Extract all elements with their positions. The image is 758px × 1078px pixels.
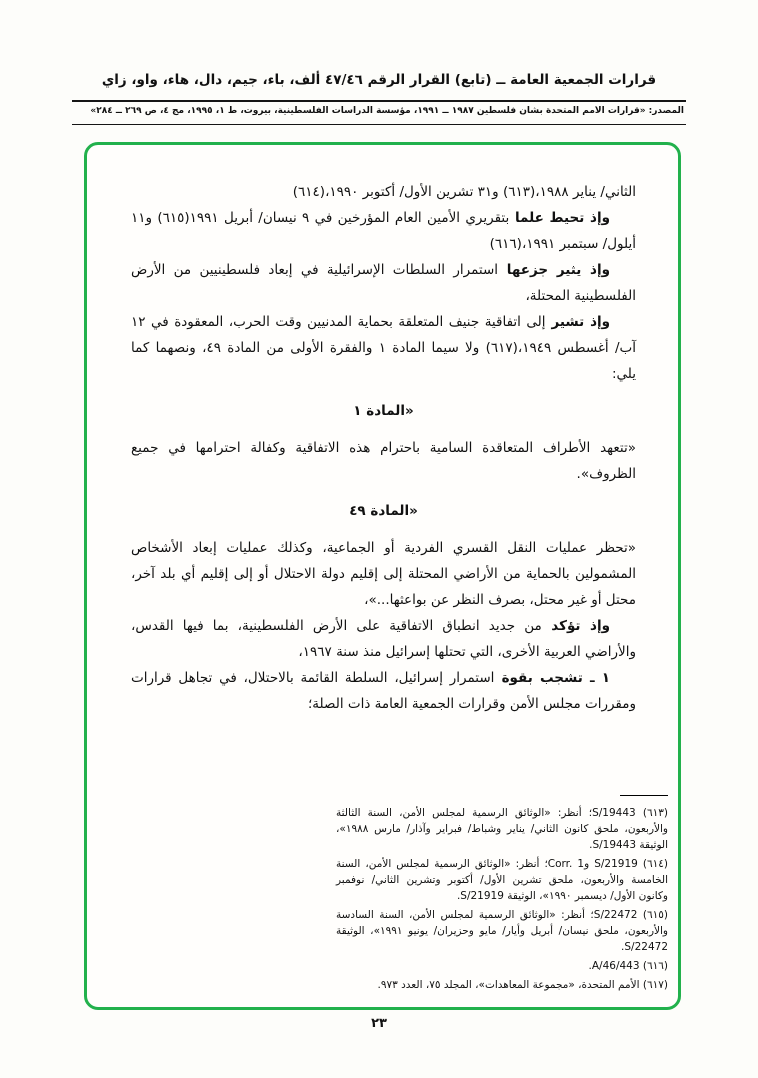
header-rule-bottom <box>72 124 686 125</box>
paragraph: وإذ تؤكد من جديد انطباق الاتفاقية على الأرض الفلسطينية، بما فيها القدس، والأراضي العربية الأخرى، التي تحتلها إسرائيل منذ سنة ١٩٦٧، <box>131 618 636 660</box>
paragraph-lead: وإذ تشير <box>545 314 611 330</box>
article-heading: «المادة ٤٩ <box>349 503 418 519</box>
paragraph: وإذ يثير جزعها استمرار السلطات الإسرائيلية في إبعاد فلسطينيين من الأرض الفلسطينية المحتلة، <box>131 262 636 304</box>
paragraph: «تحظر عمليات النقل القسري الفردية أو الجماعية، وكذلك عمليات إبعاد الأشخاص المشمولين بالحماية من الأراضي المحتلة إلى إقليم دولة الاحتلال أو إلى إقليم أي بلد آخر، محتل أو غير محتل، بصرف النظر عن بواعثها...»، <box>131 540 636 608</box>
paragraph-lead: وإذ تؤكد <box>541 618 610 634</box>
header-rule-top <box>72 100 686 102</box>
paragraph: الثاني/ يناير ١٩٨٨،(٦١٣) و٣١ تشرين الأول/ أكتوبر ١٩٩٠،(٦١٤) <box>292 184 636 200</box>
paragraph: وإذ تحيط علما بتقريري الأمين العام المؤرخين في ٩ نيسان/ أبريل ١٩٩١(٦١٥) و١١ أيلول/ سبتمبر ١٩٩١،(٦١٦) <box>131 210 636 252</box>
document-body <box>87 145 678 793</box>
paragraph-lead: وإذ يثير جزعها <box>498 262 610 278</box>
paragraph: وإذ تشير إلى اتفاقية جنيف المتعلقة بحماية المدنيين وقت الحرب، المعقودة في ١٢ آب/ أغسطس ١٩٤٩،(٦١٧) ولا سيما المادة ١ والفقرة الأولى من المادة ٤٩، ونصهما كما يلي: <box>131 314 636 382</box>
footnote-item: (٦١٤) S/21919 وCorr. 1؛ أنظر: «الوثائق الرسمية لمجلس الأمن، السنة الخامسة والأربعون، ملحق تشرين الأول/ أكتوبر وتشرين الثاني/ نوفمبر وكانون الأول/ ديسمبر ١٩٩٠»، الوثيقة S/21919. <box>336 858 668 902</box>
page-header-title: قرارات الجمعية العامة ــ (تابع) القرار الرقم ٤٧/٤٦ ألف، باء، جيم، دال، هاء، واو، زاي <box>101 72 657 88</box>
footnote-item: (٦١٥) S/22472؛ أنظر: «الوثائق الرسمية لمجلس الأمن، السنة السادسة والأربعون، ملحق نيسان/ أبريل وأيار/ مايو وحزيران/ يونيو ١٩٩١»، الوثيقة S/22472. <box>336 909 669 953</box>
green-border-box <box>84 142 681 1010</box>
paragraph-lead: ١ ـ تشجب بقوة <box>494 670 610 686</box>
paragraph: ١ ـ تشجب بقوة استمرار إسرائيل، السلطة القائمة بالاحتلال، في تجاهل قرارات ومقررات مجلس الأمن وقرارات الجمعية العامة ذات الصلة؛ <box>131 670 636 712</box>
source-line: المصدر: «قرارات الأمم المتحدة بشأن فلسطين ١٩٨٧ ــ ١٩٩١، مؤسسة الدراسات الفلسطينية، بيروت، ط ١، ١٩٩٥، مج ٤، ص ٢٦٩ ــ ٢٨٤» <box>90 106 684 116</box>
footnote-item: (٦١٧) الأمم المتحدة، «مجموعة المعاهدات»، المجلد ٧٥، العدد ٩٧٣. <box>377 979 668 991</box>
footnotes-section <box>336 795 668 996</box>
article-heading: «المادة ١ <box>353 403 414 419</box>
footnote-item: (٦١٣) S/19443؛ أنظر: «الوثائق الرسمية لمجلس الأمن، السنة الثالثة والأربعون، ملحق كانون الثاني/ يناير وشباط/ فبراير وآذار/ مارس ١٩٨٨»، الوثيقة S/19443. <box>336 807 668 851</box>
footnote-item: (٦١٦) A/46/443. <box>588 960 668 972</box>
footnotes-list <box>336 805 668 993</box>
paragraph: «تتعهد الأطراف المتعاقدة السامية باحترام هذه الاتفاقية وكفالة احترامها في جميع الظروف». <box>131 440 636 482</box>
footnote-separator <box>620 795 668 796</box>
page-number: ٢٣ <box>371 1016 387 1031</box>
paragraph-lead: وإذ تحيط علما <box>509 210 611 226</box>
